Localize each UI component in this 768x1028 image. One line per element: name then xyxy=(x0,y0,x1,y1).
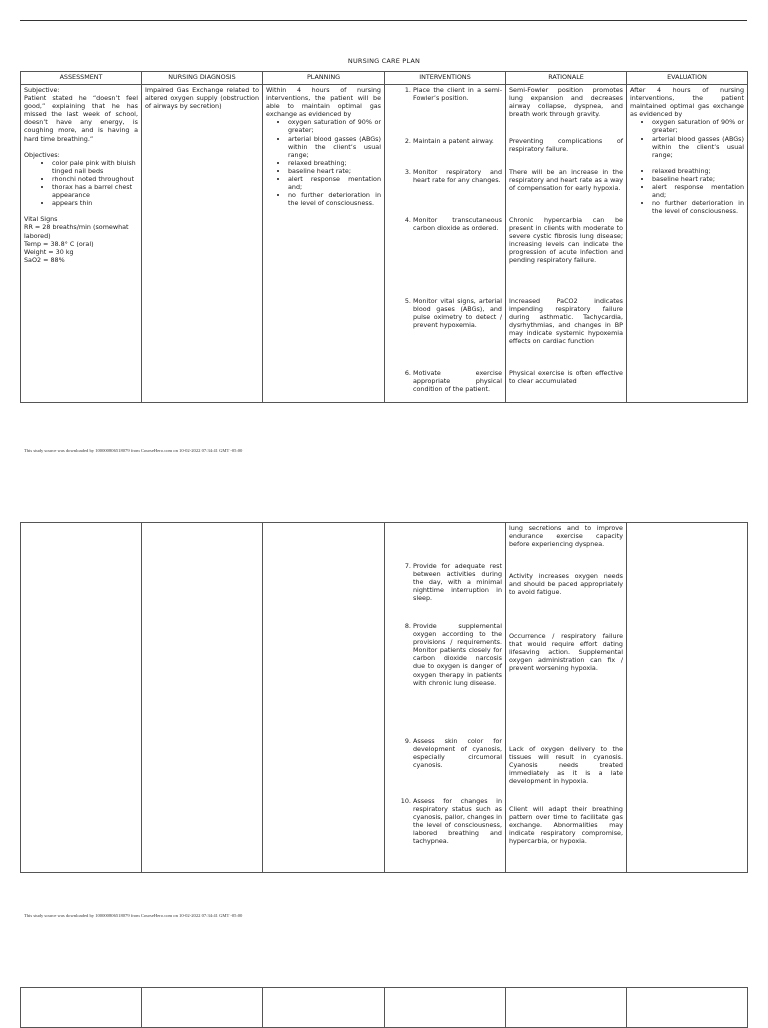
rationale-9: Lack of oxygen delivery to the tissues will result in cyanosis. Cyanosis needs treated immediately as it is a late development in hypoxia. xyxy=(509,745,623,786)
rationale-8: Occurrence / respiratory failure that would require effort dating lifesaving action. Supplemental oxygen administration can fix / prevent worsening hypoxia. xyxy=(509,632,623,673)
subjective-label: Subjective: xyxy=(24,86,60,94)
interventions-cell xyxy=(385,523,506,873)
rationale-5: Increased PaCO2 indicates impending respiratory failure during asthmatic. Tachycardia, dysrhythmias, and changes in BP may indicate systemic hypoxemia effects on cardiac function xyxy=(509,297,623,346)
list-item: • no further deterioration in the level of consciousness. xyxy=(652,199,744,215)
objective-label: Objectives: xyxy=(24,150,60,159)
rationale-6: Physical exercise is often effective to clear accumulated xyxy=(509,369,623,386)
rationale-7: Activity increases oxygen needs and should be paced appropriately to avoid fatigue. xyxy=(509,572,623,597)
rationale-4: Chronic hypercarbia can be present in clients with moderate to severe cystic fibrosis lung disease; increasing levels can indicate the progression of acute infection and pending respiratory failure. xyxy=(509,216,623,265)
evaluation-cell xyxy=(627,85,748,403)
header-row xyxy=(21,72,748,85)
content-row xyxy=(21,85,748,403)
evaluation-cell xyxy=(627,523,748,873)
planning-cell xyxy=(263,523,385,873)
list-item: • alert response mentation and; xyxy=(288,175,381,191)
list-item: • arterial blood gasses (ABGs) within the client’s usual range; xyxy=(652,135,744,159)
list-item: • oxygen saturation of 90% or greater; xyxy=(288,118,381,134)
vital-weight: Weight = 30 kg xyxy=(24,247,74,256)
header-planning: PLANNING xyxy=(263,72,385,85)
list-item: • alert response mentation and; xyxy=(652,183,744,199)
list-item: 1. Place the client in a semi-Fowler’s position. xyxy=(413,86,502,137)
list-item: 9. Assess skin color for development of cyanosis, especially circumoral cyanosis. xyxy=(413,737,502,797)
vital-sao2: SaO2 = 88% xyxy=(24,255,65,264)
list-item: 5. Monitor vital signs, arterial blood gases (ABGs), and pulse oximetry to detect / prevent hypoxemia. xyxy=(413,297,502,369)
rationale-cell xyxy=(506,85,627,403)
empty-row xyxy=(21,988,748,1028)
rationale-cell xyxy=(506,523,627,873)
rationale-10: Client will adapt their breathing pattern over time to facilitate gas exchange. Abnormalities may indicate respiratory compromise, hypercarbia, or hypoxia. xyxy=(509,805,623,846)
vitals-label: Vital Signs xyxy=(24,215,58,224)
planning-cell xyxy=(263,85,385,403)
list-item: 6. Motivate exercise appropriate physical condition of the patient. xyxy=(413,369,502,393)
list-item: • color pale pink with bluish tinged nail beds xyxy=(52,159,138,175)
content-row xyxy=(21,523,748,873)
rationale-2: Preventing complications of respiratory failure. xyxy=(509,137,623,154)
assessment-cell xyxy=(21,523,142,873)
list-item: 7. Provide for adequate rest between activities during the day, with a minimal nighttime interruption in sleep. xyxy=(413,562,502,622)
list-item: • relaxed breathing; xyxy=(288,159,381,167)
list-item: • baseline heart rate; xyxy=(288,167,381,175)
header-interventions: INTERVENTIONS xyxy=(385,72,506,85)
evaluation-intro: After 4 hours of nursing interventions, the patient maintained optimal gas exchange as evidenced by xyxy=(630,86,744,119)
list-item: 4. Monitor transcutaneous carbon dioxide as ordered. xyxy=(413,216,502,297)
rationale-1: Semi-Fowler position promotes lung expansion and decreases airway collapse, dyspnea, and breath work through gravity. xyxy=(509,86,623,119)
subjective-text: Patient stated he “doesn’t feel good,” explaining that he has missed the last week of school, doesn’t have any energy, is coughing more, and is having a hard time breathing.” xyxy=(24,94,138,143)
list-item: • relaxed breathing; xyxy=(652,167,744,175)
care-plan-table-page-3 xyxy=(20,987,748,1028)
header-diagnosis: NURSING DIAGNOSIS xyxy=(142,72,263,85)
document-title: NURSING CARE PLAN xyxy=(347,57,421,65)
care-plan-table-page-2 xyxy=(20,522,748,873)
vital-rr: RR = 28 breaths/min (somewhat labored) xyxy=(24,223,129,240)
assessment-cell xyxy=(21,85,142,403)
top-rule xyxy=(20,20,747,21)
care-plan-table-page-1 xyxy=(20,71,748,403)
interventions-list xyxy=(388,562,502,846)
planning-list xyxy=(266,118,381,207)
interventions-list xyxy=(388,86,502,393)
list-item: • arterial blood gasses (ABGs) within the client’s usual range; xyxy=(288,135,381,159)
footer-page-2: This study source was downloaded by 100000806518079 from CourseHero.com on 10-02-2022 07:34:41 GMT -05:00 xyxy=(24,913,243,918)
planning-intro: Within 4 hours of nursing interventions, the patient will be able to maintain optimal gas exchange as evidenced by xyxy=(266,86,381,119)
interventions-cell xyxy=(385,85,506,403)
list-item: • thorax has a barrel chest appearance xyxy=(52,183,138,199)
list-item: 2. Maintain a patent airway. xyxy=(413,137,502,168)
list-item: • rhonchi noted throughout xyxy=(52,175,138,183)
list-item: 10. Assess for changes in respiratory status such as cyanosis, pallor, changes in the level of consciousness, labored breathing and tachypnea. xyxy=(413,797,502,846)
evaluation-list-b xyxy=(630,167,744,216)
list-item: • appears thin xyxy=(52,199,138,207)
vital-temp: Temp = 38.8° C (oral) xyxy=(24,239,94,248)
evaluation-list-a xyxy=(630,118,744,158)
list-item: • no further deterioration in the level of consciousness. xyxy=(288,191,381,207)
objective-list xyxy=(24,159,138,208)
list-item: 3. Monitor respiratory and heart rate for any changes. xyxy=(413,168,502,216)
list-item: • baseline heart rate; xyxy=(652,175,744,183)
rationale-3: There will be an increase in the respiratory and heart rate as a way of compensation for early hypoxia. xyxy=(509,168,623,193)
rationale-6-cont: lung secretions and to improve endurance exercise capacity before experiencing dyspnea. xyxy=(509,524,623,549)
header-evaluation: EVALUATION xyxy=(627,72,748,85)
header-assessment: ASSESSMENT xyxy=(21,72,142,85)
list-item: • oxygen saturation of 90% or greater; xyxy=(652,118,744,134)
list-item: 8. Provide supplemental oxygen according to the provisions / requirements. Monitor patients closely for carbon dioxide narcosis due to oxygen is danger of oxygen therapy in patients with chronic lung disease. xyxy=(413,622,502,737)
header-rationale: RATIONALE xyxy=(506,72,627,85)
footer-page-1: This study source was downloaded by 100000806518079 from CourseHero.com on 10-02-2022 07:34:41 GMT -05:00 xyxy=(24,448,243,453)
diagnosis-cell: Impaired Gas Exchange related to altered oxygen supply (obstruction of airways by secretion) xyxy=(142,85,263,403)
diagnosis-cell xyxy=(142,523,263,873)
